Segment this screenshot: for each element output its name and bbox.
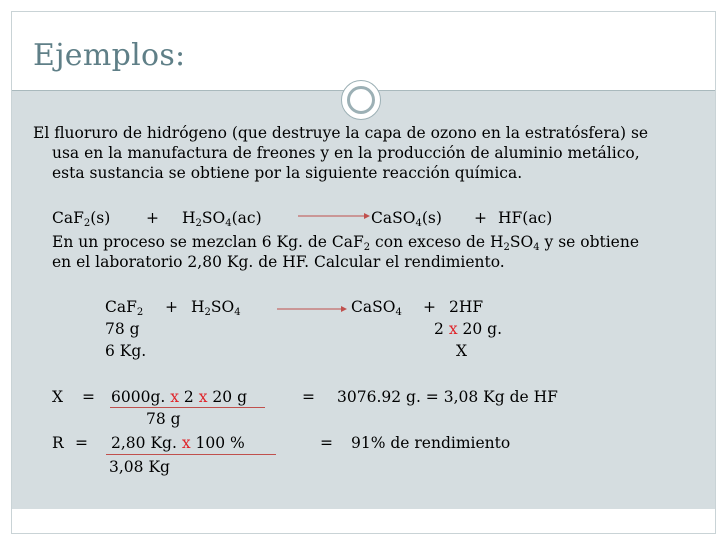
reaction1-plus-1: + [146,209,159,227]
calc-x-eq-1: = [82,388,95,406]
calc-x-eq-2: = [302,388,315,406]
stoich-row1-right: 2 x 20 g. [434,320,502,338]
calc-r-fraction-line [106,454,276,455]
calc-x-denominator: 78 g [146,410,181,428]
reaction1-hf: HF(ac) [498,209,553,227]
calc-r-result: 91% de rendimiento [351,434,511,452]
calc-x-var: X [52,388,64,406]
calc-x-fraction-line [110,407,265,408]
reaction1-caso4: CaSO$_4$(s) [371,209,442,229]
reaction2-arrow-icon [277,301,347,317]
reaction2-plus-2: + [423,298,436,316]
reaction2-2hf: 2HF [449,298,484,316]
calc-r-eq-1: = [75,434,88,452]
problem-line-2: en el laboratorio 2,80 Kg. de HF. Calcular el rendimiento. [52,253,505,271]
intro-line-2: usa en la manufactura de freones y en la producción de aluminio metálico, [52,144,640,162]
reaction2-h2so4: $H_2SO_4$ [191,298,241,318]
reaction2-caso4: CaSO$_4$ [351,298,402,318]
intro-line-1: El fluoruro de hidrógeno (que destruye la capa de ozono en la estratósfera) se [33,124,649,142]
stoich-row2-right: X [456,342,468,360]
calc-r-eq-2: = [320,434,333,452]
ring-ornament-icon [341,80,381,120]
problem-line-1: En un proceso se mezclan 6 Kg. de CaF$_2$ con exceso de $H_2SO_4$ y se obtiene [52,233,640,253]
stoich-row1-left: 78 g [105,320,140,338]
slide-title: Ejemplos: [33,38,186,73]
calc-r-denominator: 3,08 Kg [109,458,170,476]
calc-x-result: 3076.92 g. = 3,08 Kg de HF [337,388,558,406]
calc-x-numerator: 6000g. x 2 x 20 g [111,388,247,406]
reaction2-plus-1: + [165,298,178,316]
reaction1-caf2: CaF$_2$(s) [52,209,111,229]
calc-r-var: R [52,434,64,452]
reaction1-h2so4: $H_2SO_4(ac)$ [182,209,262,229]
stoich-row2-left: 6 Kg. [105,342,147,360]
intro-line-3: esta sustancia se obtiene por la siguiente reacción química. [52,164,523,182]
reaction1-plus-2: + [474,209,487,227]
reaction1-arrow-icon [298,208,370,224]
bottom-band [12,509,715,533]
calc-r-numerator: 2,80 Kg. x 100 % [111,434,245,452]
reaction2-caf2: CaF$_2$ [105,298,144,318]
